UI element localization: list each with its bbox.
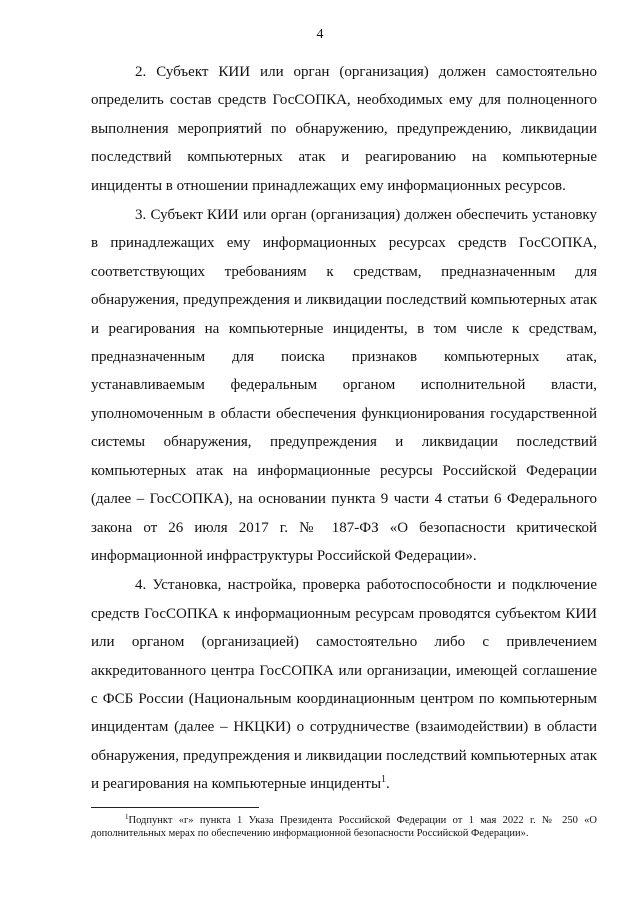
paragraph-3-text: 3. Субъект КИИ или орган (организация) должен обеспечить установку в принадлежащих ему информационных ресурсах средств ГосСОПКА, соответствующих требованиям к средствам, предназначенным для обнаружения, предупреждения и ликвидации последствий компьютерных атак и реагирования на компьютерные инциденты, в том числе к средствам, предназначенным для поиска признаков компьютерных атак, устанавливаемым федеральным органом исполнительной власти, уполномоченным в области обеспечения функционирования государственной системы обнаружения, предупреждения и ликвидации последствий компьютерных атак на информационные ресурсы Российской Федерации (далее – ГосСОПКА), на основании пункта 9 части 4 статьи 6 Федерального закона от 26 июля 2017 г. № 187-ФЗ «О безопасности критической информационной инфраструктуры Российской Федерации». bbox=[91, 207, 597, 564]
page-number: 4 bbox=[316, 27, 324, 42]
footnote bbox=[91, 814, 597, 840]
paragraph-2 bbox=[91, 58, 597, 200]
document-body bbox=[91, 58, 597, 799]
paragraph-4 bbox=[91, 571, 597, 798]
paragraph-3 bbox=[91, 201, 597, 570]
paragraph-4-period: . bbox=[386, 776, 390, 793]
footnote-text: Подпункт «г» пункта 1 Указа Президента Российской Федерации от 1 мая 2022 г. № 250 «О дополнительных мерах по обеспечению информационной безопасности Российской Федерации». bbox=[91, 815, 597, 839]
footnote-reference[interactable]: 1 bbox=[381, 774, 387, 786]
paragraph-4-text: 4. Установка, настройка, проверка работоспособности и подключение средств ГосСОПКА к информационным ресурсам проводятся субъектом КИИ или органом (организацией) самостоятельно либо с привлечением аккредитованного центра ГосСОПКА или организации, имеющей соглашение с ФСБ России (Национальным координационным центром по компьютерным инцидентам (далее – НКЦКИ) о сотрудничестве (взаимодействии) в области обнаружения, предупреждения и ликвидации последствий компьютерных атак и реагирования на компьютерные инциденты bbox=[91, 577, 597, 793]
footnote-divider bbox=[91, 807, 259, 808]
paragraph-2-text: 2. Субъект КИИ или орган (организация) должен самостоятельно определить состав средств ГосСОПКА, необходимых ему для полноценного выполнения мероприятий по обнаружению, предупреждению, ликвидации последствий компьютерных атак и реагированию на компьютерные инциденты в отношении принадлежащих ему информационных ресурсов. bbox=[91, 64, 597, 194]
footnote-marker: 1 bbox=[125, 813, 129, 821]
